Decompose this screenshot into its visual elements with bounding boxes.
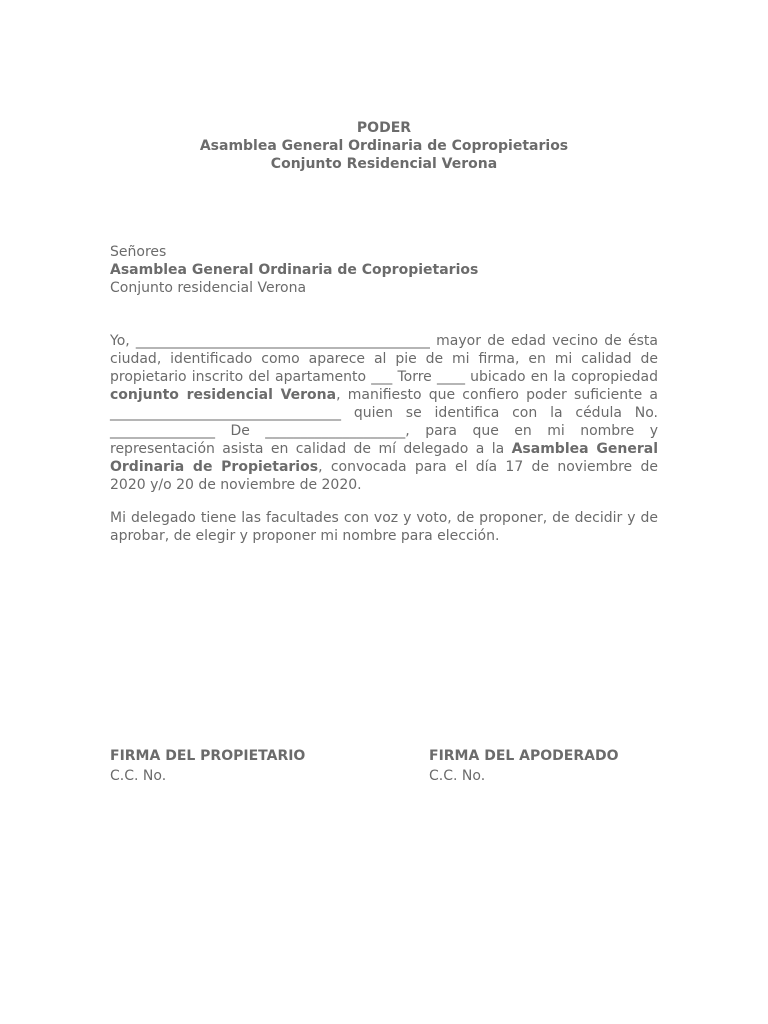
salutation: Señores [110,244,167,260]
title-assembly: Asamblea General Ordinaria de Copropietarios [199,138,569,154]
faculties-paragraph: Mi delegado tiene las facultades con voz y voto, de proponer, de decidir y de aprobar, de elegir y proponer mi nombre para elección. [110,510,658,544]
addressee-entity: Asamblea General Ordinaria de Copropietarios [110,262,479,278]
title-poder: PODER [356,120,412,136]
addressee-block [110,243,660,297]
addressee-complex: Conjunto residencial Verona [110,280,307,296]
owner-id-label: C.C. No. [110,768,167,784]
paragraph1-part2: , manifiesto que confiero poder suficiente a _________________________________ quien se identifica con la cédula No. _______________ De ____________________, para que en mi nombre y representación asista en calidad de mí delegado a la [110,387,658,457]
paragraph1-part1: Yo, __________________________________________ mayor de edad vecino de ésta ciudad, identificado como aparece al pie de mi firma, en mi calidad de propietario inscrito del apartamento ___ Torre ____ ubicado en la copropiedad [110,333,658,385]
proxy-signature-label: FIRMA DEL APODERADO [429,748,619,764]
paragraph1-bold-complex: conjunto residencial Verona [110,387,337,403]
owner-signature-label: FIRMA DEL PROPIETARIO [110,748,306,764]
power-paragraph [110,332,658,494]
document-title [0,119,768,173]
paragraph1-bold-assembly: Asamblea General Ordinaria de Propietarios [110,441,658,475]
proxy-id-label: C.C. No. [429,768,486,784]
paragraph1-part3: , convocada para el día 17 de noviembre de 2020 y/o 20 de noviembre de 2020. [110,459,658,493]
proxy-signature [429,746,619,786]
title-complex: Conjunto Residencial Verona [270,156,498,172]
owner-signature [110,746,305,786]
